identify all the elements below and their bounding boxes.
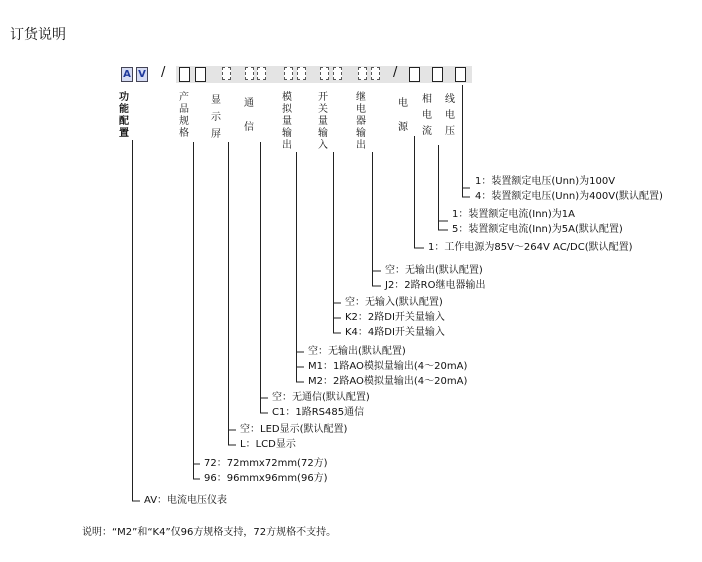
code-separator-2: / bbox=[393, 65, 398, 80]
label-spec: 产品规格 bbox=[179, 92, 189, 139]
option-display-l: L：LCD显示 bbox=[240, 439, 296, 450]
code-box-v: V bbox=[136, 67, 148, 82]
option-switch-empty: 空：无输入(默认配置) bbox=[345, 297, 443, 308]
option-function-av: AV：电流电压仪表 bbox=[144, 495, 228, 506]
label-comm: 通信 bbox=[244, 98, 254, 133]
option-relay-j2: J2：2路RO继电器输出 bbox=[385, 280, 486, 291]
label-voltage: 线电压 bbox=[445, 94, 455, 137]
option-display-empty: 空：LED显示(默认配置) bbox=[240, 424, 348, 435]
label-analog: 模拟量输出 bbox=[282, 92, 292, 151]
option-analog-empty: 空：无输出(默认配置) bbox=[308, 346, 406, 357]
code-box-a: A bbox=[121, 67, 133, 82]
option-comm-empty: 空：无通信(默认配置) bbox=[272, 392, 370, 403]
option-spec-96: 96：96mmx96mm(96方) bbox=[204, 473, 328, 484]
option-relay-empty: 空：无输出(默认配置) bbox=[385, 265, 483, 276]
option-voltage-4: 4：装置额定电压(Unn)为400V(默认配置) bbox=[475, 191, 663, 202]
page-title: 订货说明 bbox=[10, 27, 66, 43]
option-analog-m2: M2：2路AO模拟量输出(4～20mA) bbox=[308, 376, 468, 387]
option-analog-m1: M1：1路AO模拟量输出(4～20mA) bbox=[308, 361, 468, 372]
footnote: 说明：“M2”和“K4”仅96方规格支持，72方规格不支持。 bbox=[82, 527, 337, 538]
option-power-1: 1：工作电源为85V～264V AC/DC(默认配置) bbox=[428, 242, 633, 253]
label-display: 显示屏 bbox=[211, 95, 221, 140]
option-current-5: 5：装置额定电流(Inn)为5A(默认配置) bbox=[452, 224, 623, 235]
option-comm-c1: C1：1路RS485通信 bbox=[272, 407, 365, 418]
label-function: 功能配置 bbox=[119, 92, 129, 139]
option-current-1: 1：装置额定电流(Inn)为1A bbox=[452, 209, 575, 220]
option-switch-k2: K2：2路DI开关量输入 bbox=[345, 312, 445, 323]
option-switch-k4: K4：4路DI开关量输入 bbox=[345, 327, 445, 338]
code-separator: / bbox=[161, 65, 166, 80]
option-voltage-1: 1：装置额定电压(Unn)为100V bbox=[475, 176, 616, 187]
label-relay: 继电器输出 bbox=[356, 92, 366, 151]
option-spec-72: 72：72mmx72mm(72方) bbox=[204, 458, 328, 469]
label-power: 电源 bbox=[398, 98, 408, 133]
label-current: 相电流 bbox=[422, 94, 432, 137]
label-switch: 开关量输入 bbox=[318, 92, 328, 151]
